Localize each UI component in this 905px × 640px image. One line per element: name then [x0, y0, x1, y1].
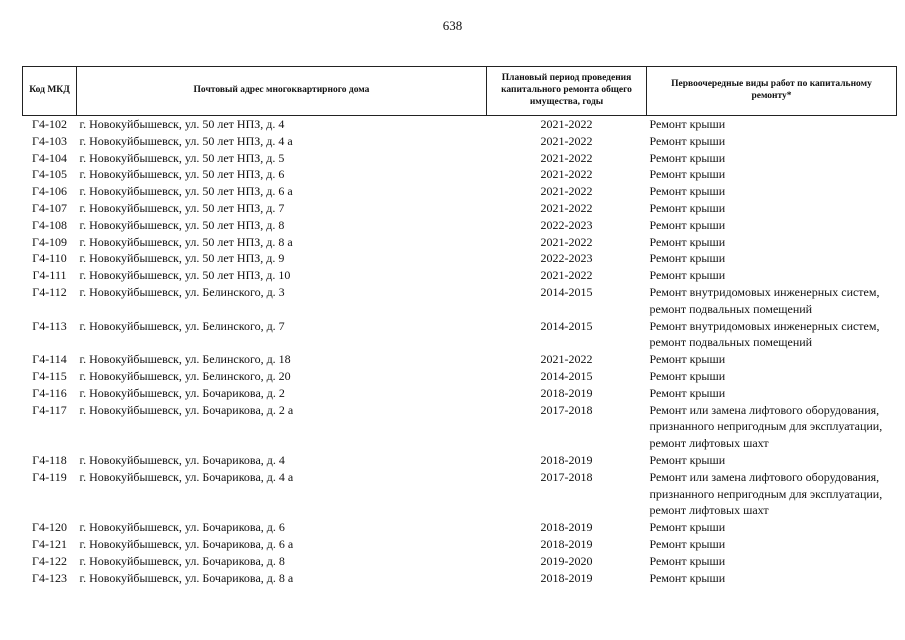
table-row — [23, 267, 897, 284]
table-header — [23, 67, 897, 116]
cell-period: 2021-2022 — [540, 167, 593, 182]
works-line: Ремонт крыши — [649, 368, 726, 383]
cell-period: 2021-2022 — [540, 200, 593, 215]
table-row — [23, 351, 897, 368]
cell-works — [647, 150, 897, 167]
cell-address: г. Новокуйбышевск, ул. 50 лет НПЗ, д. 4 а — [79, 133, 293, 148]
cell-address: г. Новокуйбышевск, ул. Белинского, д. 18 — [79, 352, 291, 367]
cell-address: г. Новокуйбышевск, ул. Бочарикова, д. 6 а — [79, 536, 294, 551]
cell-address: г. Новокуйбышевск, ул. Бочарикова, д. 2 — [79, 385, 285, 400]
cell-works — [647, 133, 897, 150]
cell-code: Г4-119 — [32, 469, 67, 484]
page-number: 638 — [442, 18, 463, 33]
table-row — [23, 166, 897, 183]
cell-works — [647, 234, 897, 251]
works-line: ремонт подвальных помещений — [649, 335, 813, 350]
cell-code: Г4-112 — [32, 284, 67, 299]
cell-code: Г4-121 — [32, 536, 67, 551]
table-row — [23, 318, 897, 352]
cell-period: 2018-2019 — [540, 570, 593, 585]
cell-period: 2018-2019 — [540, 520, 593, 535]
table-row — [23, 519, 897, 536]
cell-address: г. Новокуйбышевск, ул. Белинского, д. 3 — [79, 284, 285, 299]
cell-period: 2014-2015 — [540, 284, 593, 299]
cell-period: 2014-2015 — [540, 368, 593, 383]
cell-code: Г4-122 — [32, 553, 67, 568]
works-line: ремонт лифтовых шахт — [649, 503, 769, 518]
cell-address: г. Новокуйбышевск, ул. 50 лет НПЗ, д. 8 — [79, 217, 285, 232]
cell-period: 2021-2022 — [540, 117, 593, 131]
works-line: Ремонт крыши — [649, 385, 726, 400]
cell-works — [647, 200, 897, 217]
cell-period: 2017-2018 — [540, 402, 593, 417]
works-line: Ремонт крыши — [649, 352, 726, 367]
cell-period: 2018-2019 — [540, 385, 593, 400]
cell-period: 2017-2018 — [540, 469, 593, 484]
cell-code: Г4-110 — [32, 251, 67, 266]
cell-address: г. Новокуйбышевск, ул. 50 лет НПЗ, д. 5 — [79, 150, 285, 165]
table-row — [23, 284, 897, 318]
header-row — [23, 67, 897, 116]
table-row — [23, 250, 897, 267]
cell-address: г. Новокуйбышевск, ул. Бочарикова, д. 6 — [79, 520, 285, 535]
cell-works — [647, 536, 897, 553]
works-line: Ремонт внутридомовых инженерных систем, — [649, 284, 880, 299]
cell-works — [647, 469, 897, 519]
header-code: Код МКД — [23, 67, 77, 116]
cell-address: г. Новокуйбышевск, ул. Бочарикова, д. 8 — [79, 553, 285, 568]
cell-code: Г4-103 — [32, 133, 67, 148]
capital-repair-table — [22, 66, 897, 586]
cell-works — [647, 570, 897, 587]
cell-code: Г4-120 — [32, 520, 67, 535]
cell-period: 2021-2022 — [540, 234, 593, 249]
cell-address: г. Новокуйбышевск, ул. Белинского, д. 7 — [79, 318, 285, 333]
table-row — [23, 536, 897, 553]
works-line: признанного непригодным для эксплуатации, — [649, 486, 883, 501]
works-line: Ремонт крыши — [649, 536, 726, 551]
works-line: Ремонт крыши — [649, 184, 726, 199]
cell-code: Г4-108 — [32, 217, 67, 232]
cell-code: Г4-123 — [32, 570, 67, 585]
works-line: Ремонт крыши — [649, 167, 726, 182]
cell-period: 2021-2022 — [540, 133, 593, 148]
table-row — [23, 234, 897, 251]
cell-code: Г4-116 — [32, 385, 67, 400]
table-row — [23, 402, 897, 452]
cell-period: 2019-2020 — [540, 553, 593, 568]
cell-works — [647, 183, 897, 200]
cell-address: г. Новокуйбышевск, ул. Бочарикова, д. 4 а — [79, 469, 294, 484]
cell-address: г. Новокуйбышевск, ул. 50 лет НПЗ, д. 8 а — [79, 234, 293, 249]
table-row — [23, 150, 897, 167]
cell-address: г. Новокуйбышевск, ул. 50 лет НПЗ, д. 6 а — [79, 184, 293, 199]
works-line: Ремонт внутридомовых инженерных систем, — [649, 318, 880, 333]
table-row — [23, 133, 897, 150]
cell-works — [647, 217, 897, 234]
cell-code: Г4-106 — [32, 184, 67, 199]
cell-code: Г4-111 — [32, 268, 67, 283]
cell-address: г. Новокуйбышевск, ул. 50 лет НПЗ, д. 10 — [79, 268, 291, 283]
cell-works — [647, 519, 897, 536]
works-line: Ремонт крыши — [649, 133, 726, 148]
works-line: Ремонт крыши — [649, 217, 726, 232]
table-row — [23, 553, 897, 570]
cell-works — [647, 284, 897, 318]
works-line: ремонт лифтовых шахт — [649, 436, 769, 451]
table-row — [23, 368, 897, 385]
cell-code: Г4-117 — [32, 402, 67, 417]
cell-works — [647, 116, 897, 133]
cell-code: Г4-114 — [32, 352, 67, 367]
works-line: Ремонт или замена лифтового оборудования, — [649, 469, 880, 484]
cell-works — [647, 452, 897, 469]
cell-period: 2022-2023 — [540, 217, 593, 232]
cell-works — [647, 267, 897, 284]
cell-address: г. Новокуйбышевск, ул. 50 лет НПЗ, д. 7 — [79, 200, 285, 215]
table-row — [23, 469, 897, 519]
table-row — [23, 385, 897, 402]
cell-address: г. Новокуйбышевск, ул. 50 лет НПЗ, д. 4 — [79, 117, 285, 131]
works-line: Ремонт крыши — [649, 452, 726, 467]
works-line: ремонт подвальных помещений — [649, 301, 813, 316]
cell-works — [647, 351, 897, 368]
cell-works — [647, 385, 897, 402]
table-row — [23, 217, 897, 234]
cell-code: Г4-115 — [32, 368, 67, 383]
cell-works — [647, 368, 897, 385]
cell-period: 2014-2015 — [540, 318, 593, 333]
cell-works — [647, 402, 897, 452]
cell-works — [647, 318, 897, 352]
works-line: Ремонт крыши — [649, 234, 726, 249]
table-row — [23, 200, 897, 217]
header-works: Первоочередные виды работ по капитальному ремонту* — [647, 67, 897, 116]
cell-works — [647, 553, 897, 570]
cell-period: 2018-2019 — [540, 452, 593, 467]
works-line: Ремонт крыши — [649, 117, 726, 131]
cell-address: г. Новокуйбышевск, ул. 50 лет НПЗ, д. 9 — [79, 251, 285, 266]
works-line: признанного непригодным для эксплуатации, — [649, 419, 883, 434]
cell-period: 2022-2023 — [540, 251, 593, 266]
cell-works — [647, 166, 897, 183]
table-body — [23, 116, 897, 587]
cell-works — [647, 250, 897, 267]
cell-code: Г4-104 — [32, 150, 67, 165]
cell-address: г. Новокуйбышевск, ул. Бочарикова, д. 4 — [79, 452, 285, 467]
works-line: Ремонт крыши — [649, 251, 726, 266]
table-row — [23, 570, 897, 587]
cell-code: Г4-105 — [32, 167, 67, 182]
cell-code: Г4-107 — [32, 200, 67, 215]
works-line: Ремонт крыши — [649, 520, 726, 535]
header-address: Почтовый адрес многоквартирного дома — [77, 67, 487, 116]
cell-period: 2018-2019 — [540, 536, 593, 551]
cell-period: 2021-2022 — [540, 268, 593, 283]
works-line: Ремонт крыши — [649, 200, 726, 215]
cell-period: 2021-2022 — [540, 150, 593, 165]
cell-address: г. Новокуйбышевск, ул. Бочарикова, д. 2 а — [79, 402, 294, 417]
header-period: Плановый период проведения капитального ремонта общего имущества, годы — [487, 67, 647, 116]
cell-code: Г4-109 — [32, 234, 67, 249]
cell-code: Г4-102 — [32, 117, 67, 131]
works-line: Ремонт или замена лифтового оборудования, — [649, 402, 880, 417]
cell-code: Г4-118 — [32, 452, 67, 467]
works-line: Ремонт крыши — [649, 268, 726, 283]
works-line: Ремонт крыши — [649, 570, 726, 585]
works-line: Ремонт крыши — [649, 553, 726, 568]
cell-address: г. Новокуйбышевск, ул. 50 лет НПЗ, д. 6 — [79, 167, 285, 182]
table-row — [23, 183, 897, 200]
works-line: Ремонт крыши — [649, 150, 726, 165]
table-row — [23, 452, 897, 469]
cell-address: г. Новокуйбышевск, ул. Бочарикова, д. 8 а — [79, 570, 294, 585]
cell-period: 2021-2022 — [540, 184, 593, 199]
cell-address: г. Новокуйбышевск, ул. Белинского, д. 20 — [79, 368, 291, 383]
cell-code: Г4-113 — [32, 318, 67, 333]
table-row — [23, 116, 897, 133]
cell-period: 2021-2022 — [540, 352, 593, 367]
